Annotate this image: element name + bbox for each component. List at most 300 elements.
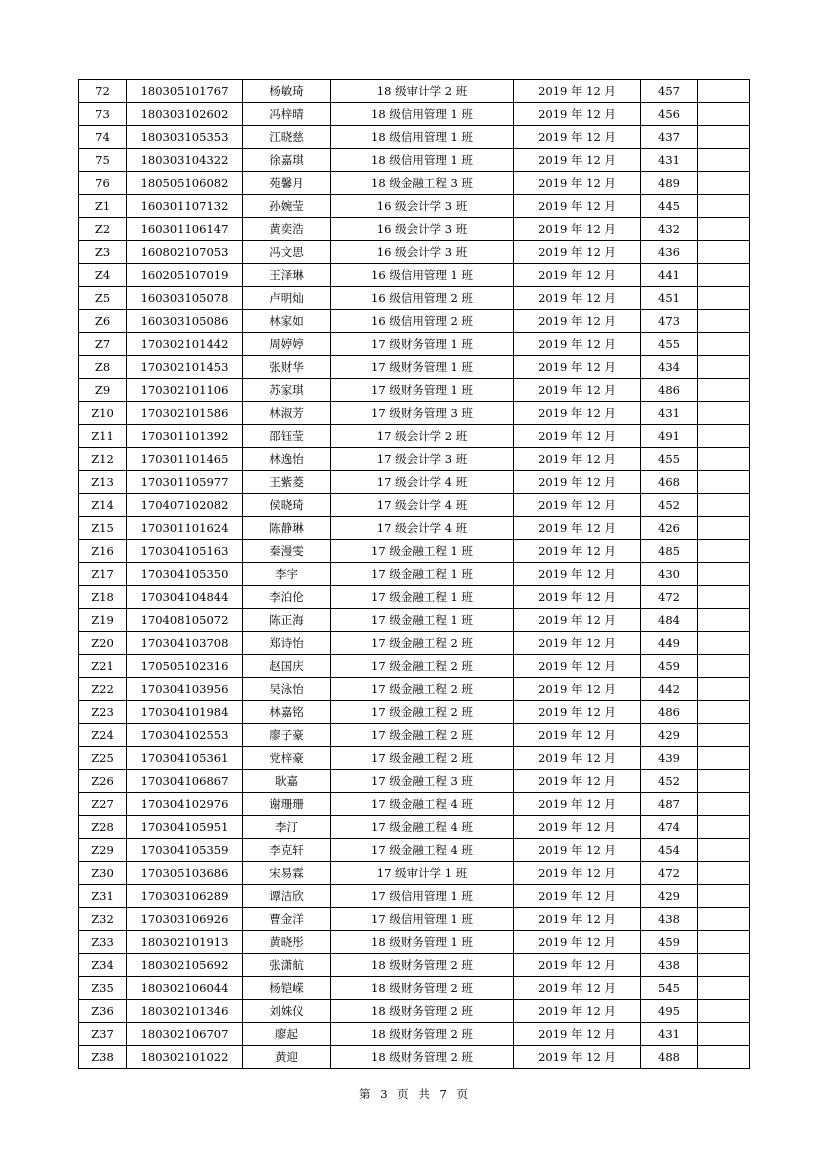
name-cell: 廖子豪 xyxy=(243,724,331,747)
table-row xyxy=(79,310,750,333)
student-id-cell: 170304103708 xyxy=(127,632,243,655)
date-cell: 2019 年 12 月 xyxy=(514,540,641,563)
name-cell: 吴泳怡 xyxy=(243,678,331,701)
table-row xyxy=(79,1000,750,1023)
class-cell: 18 级信用管理 1 班 xyxy=(331,126,514,149)
class-cell: 17 级金融工程 2 班 xyxy=(331,655,514,678)
class-cell: 18 级财务管理 2 班 xyxy=(331,1000,514,1023)
table-row xyxy=(79,609,750,632)
student-id-cell: 170301105977 xyxy=(127,471,243,494)
date-cell: 2019 年 12 月 xyxy=(514,816,641,839)
score-cell: 454 xyxy=(641,839,698,862)
date-cell: 2019 年 12 月 xyxy=(514,218,641,241)
seq-cell: Z35 xyxy=(79,977,127,1000)
student-id-cell: 170304105361 xyxy=(127,747,243,770)
student-id-cell: 170304105951 xyxy=(127,816,243,839)
remark-cell xyxy=(698,448,750,471)
score-cell: 452 xyxy=(641,494,698,517)
score-cell: 486 xyxy=(641,379,698,402)
student-id-cell: 180302106044 xyxy=(127,977,243,1000)
class-cell: 16 级会计学 3 班 xyxy=(331,241,514,264)
remark-cell xyxy=(698,632,750,655)
seq-cell: Z28 xyxy=(79,816,127,839)
remark-cell xyxy=(698,609,750,632)
class-cell: 17 级金融工程 1 班 xyxy=(331,540,514,563)
score-cell: 468 xyxy=(641,471,698,494)
remark-cell xyxy=(698,839,750,862)
remark-cell xyxy=(698,724,750,747)
date-cell: 2019 年 12 月 xyxy=(514,80,641,103)
seq-cell: 74 xyxy=(79,126,127,149)
date-cell: 2019 年 12 月 xyxy=(514,103,641,126)
score-cell: 439 xyxy=(641,747,698,770)
date-cell: 2019 年 12 月 xyxy=(514,678,641,701)
student-id-cell: 170304105163 xyxy=(127,540,243,563)
name-cell: 陈静琳 xyxy=(243,517,331,540)
table-row xyxy=(79,908,750,931)
date-cell: 2019 年 12 月 xyxy=(514,333,641,356)
name-cell: 陈正海 xyxy=(243,609,331,632)
class-cell: 17 级金融工程 4 班 xyxy=(331,793,514,816)
table-row xyxy=(79,241,750,264)
table-row xyxy=(79,494,750,517)
score-cell: 456 xyxy=(641,103,698,126)
name-cell: 江晓慈 xyxy=(243,126,331,149)
date-cell: 2019 年 12 月 xyxy=(514,563,641,586)
student-id-cell: 160303105078 xyxy=(127,287,243,310)
seq-cell: 76 xyxy=(79,172,127,195)
table-row xyxy=(79,1023,750,1046)
class-cell: 18 级财务管理 2 班 xyxy=(331,977,514,1000)
footer-total-pages: 7 xyxy=(439,1087,447,1101)
score-cell: 438 xyxy=(641,908,698,931)
remark-cell xyxy=(698,149,750,172)
score-cell: 485 xyxy=(641,540,698,563)
student-id-cell: 170407102082 xyxy=(127,494,243,517)
table-row xyxy=(79,816,750,839)
seq-cell: Z23 xyxy=(79,701,127,724)
class-cell: 17 级审计学 1 班 xyxy=(331,862,514,885)
remark-cell xyxy=(698,471,750,494)
table-row xyxy=(79,356,750,379)
class-cell: 16 级会计学 3 班 xyxy=(331,195,514,218)
seq-cell: Z6 xyxy=(79,310,127,333)
seq-cell: Z1 xyxy=(79,195,127,218)
date-cell: 2019 年 12 月 xyxy=(514,356,641,379)
table-row xyxy=(79,126,750,149)
score-cell: 473 xyxy=(641,310,698,333)
table-row xyxy=(79,770,750,793)
footer-page-number: 3 xyxy=(380,1087,388,1101)
student-id-cell: 170304106867 xyxy=(127,770,243,793)
remark-cell xyxy=(698,586,750,609)
date-cell: 2019 年 12 月 xyxy=(514,195,641,218)
remark-cell xyxy=(698,954,750,977)
remark-cell xyxy=(698,885,750,908)
seq-cell: Z7 xyxy=(79,333,127,356)
remark-cell xyxy=(698,931,750,954)
class-cell: 17 级财务管理 1 班 xyxy=(331,333,514,356)
table-row xyxy=(79,80,750,103)
table-row xyxy=(79,264,750,287)
date-cell: 2019 年 12 月 xyxy=(514,839,641,862)
seq-cell: Z3 xyxy=(79,241,127,264)
name-cell: 谢珊珊 xyxy=(243,793,331,816)
student-id-cell: 170305103686 xyxy=(127,862,243,885)
student-id-cell: 160205107019 xyxy=(127,264,243,287)
class-cell: 18 级信用管理 1 班 xyxy=(331,149,514,172)
score-cell: 431 xyxy=(641,149,698,172)
class-cell: 17 级金融工程 1 班 xyxy=(331,609,514,632)
date-cell: 2019 年 12 月 xyxy=(514,770,641,793)
name-cell: 黄迎 xyxy=(243,1046,331,1069)
seq-cell: Z29 xyxy=(79,839,127,862)
date-cell: 2019 年 12 月 xyxy=(514,517,641,540)
score-cell: 472 xyxy=(641,586,698,609)
score-cell: 445 xyxy=(641,195,698,218)
name-cell: 党梓豪 xyxy=(243,747,331,770)
date-cell: 2019 年 12 月 xyxy=(514,310,641,333)
table-row xyxy=(79,655,750,678)
date-cell: 2019 年 12 月 xyxy=(514,494,641,517)
student-id-cell: 170302101442 xyxy=(127,333,243,356)
score-table xyxy=(78,79,750,1069)
seq-cell: Z8 xyxy=(79,356,127,379)
table-row xyxy=(79,517,750,540)
score-cell: 430 xyxy=(641,563,698,586)
date-cell: 2019 年 12 月 xyxy=(514,241,641,264)
class-cell: 17 级会计学 2 班 xyxy=(331,425,514,448)
class-cell: 17 级金融工程 2 班 xyxy=(331,701,514,724)
remark-cell xyxy=(698,747,750,770)
class-cell: 17 级金融工程 2 班 xyxy=(331,678,514,701)
student-id-cell: 180302101346 xyxy=(127,1000,243,1023)
remark-cell xyxy=(698,793,750,816)
name-cell: 赵国庆 xyxy=(243,655,331,678)
seq-cell: Z32 xyxy=(79,908,127,931)
seq-cell: Z34 xyxy=(79,954,127,977)
score-cell: 455 xyxy=(641,333,698,356)
class-cell: 17 级财务管理 1 班 xyxy=(331,379,514,402)
date-cell: 2019 年 12 月 xyxy=(514,954,641,977)
name-cell: 郑诗怡 xyxy=(243,632,331,655)
seq-cell: Z38 xyxy=(79,1046,127,1069)
score-cell: 491 xyxy=(641,425,698,448)
seq-cell: Z21 xyxy=(79,655,127,678)
seq-cell: 73 xyxy=(79,103,127,126)
seq-cell: Z13 xyxy=(79,471,127,494)
seq-cell: Z33 xyxy=(79,931,127,954)
table-row xyxy=(79,471,750,494)
name-cell: 杨敏琦 xyxy=(243,80,331,103)
date-cell: 2019 年 12 月 xyxy=(514,448,641,471)
class-cell: 17 级会计学 3 班 xyxy=(331,448,514,471)
score-cell: 487 xyxy=(641,793,698,816)
page-footer xyxy=(0,1086,827,1102)
date-cell: 2019 年 12 月 xyxy=(514,977,641,1000)
name-cell: 秦漫雯 xyxy=(243,540,331,563)
table-row xyxy=(79,103,750,126)
date-cell: 2019 年 12 月 xyxy=(514,172,641,195)
remark-cell xyxy=(698,908,750,931)
date-cell: 2019 年 12 月 xyxy=(514,126,641,149)
seq-cell: Z10 xyxy=(79,402,127,425)
student-id-cell: 170302101453 xyxy=(127,356,243,379)
remark-cell xyxy=(698,1000,750,1023)
score-cell: 437 xyxy=(641,126,698,149)
remark-cell xyxy=(698,1046,750,1069)
remark-cell xyxy=(698,172,750,195)
footer-prefix: 第 xyxy=(359,1087,371,1101)
table-row xyxy=(79,793,750,816)
name-cell: 宋易霖 xyxy=(243,862,331,885)
date-cell: 2019 年 12 月 xyxy=(514,793,641,816)
score-cell: 459 xyxy=(641,655,698,678)
table-row xyxy=(79,448,750,471)
student-id-cell: 160301107132 xyxy=(127,195,243,218)
seq-cell: Z12 xyxy=(79,448,127,471)
remark-cell xyxy=(698,356,750,379)
score-cell: 442 xyxy=(641,678,698,701)
table-row xyxy=(79,218,750,241)
table-row xyxy=(79,425,750,448)
score-cell: 429 xyxy=(641,885,698,908)
score-cell: 472 xyxy=(641,862,698,885)
student-id-cell: 170304102976 xyxy=(127,793,243,816)
name-cell: 林家如 xyxy=(243,310,331,333)
class-cell: 17 级会计学 4 班 xyxy=(331,494,514,517)
seq-cell: Z14 xyxy=(79,494,127,517)
remark-cell xyxy=(698,862,750,885)
score-cell: 449 xyxy=(641,632,698,655)
date-cell: 2019 年 12 月 xyxy=(514,701,641,724)
score-cell: 441 xyxy=(641,264,698,287)
class-cell: 18 级信用管理 1 班 xyxy=(331,103,514,126)
table-row xyxy=(79,379,750,402)
class-cell: 16 级信用管理 2 班 xyxy=(331,310,514,333)
date-cell: 2019 年 12 月 xyxy=(514,862,641,885)
name-cell: 林逸怡 xyxy=(243,448,331,471)
table-row xyxy=(79,724,750,747)
remark-cell xyxy=(698,816,750,839)
seq-cell: Z18 xyxy=(79,586,127,609)
remark-cell xyxy=(698,218,750,241)
name-cell: 王泽琳 xyxy=(243,264,331,287)
student-id-cell: 180303104322 xyxy=(127,149,243,172)
table-row xyxy=(79,747,750,770)
date-cell: 2019 年 12 月 xyxy=(514,747,641,770)
remark-cell xyxy=(698,287,750,310)
student-id-cell: 180302101913 xyxy=(127,931,243,954)
score-cell: 436 xyxy=(641,241,698,264)
seq-cell: Z30 xyxy=(79,862,127,885)
class-cell: 18 级审计学 2 班 xyxy=(331,80,514,103)
seq-cell: 75 xyxy=(79,149,127,172)
class-cell: 17 级会计学 4 班 xyxy=(331,471,514,494)
class-cell: 17 级金融工程 2 班 xyxy=(331,724,514,747)
seq-cell: Z26 xyxy=(79,770,127,793)
student-id-cell: 180305101767 xyxy=(127,80,243,103)
seq-cell: Z11 xyxy=(79,425,127,448)
footer-total-word: 共 xyxy=(418,1087,430,1101)
class-cell: 18 级财务管理 1 班 xyxy=(331,931,514,954)
name-cell: 廖起 xyxy=(243,1023,331,1046)
score-cell: 432 xyxy=(641,218,698,241)
name-cell: 周婷婷 xyxy=(243,333,331,356)
footer-total-unit: 页 xyxy=(456,1087,468,1101)
remark-cell xyxy=(698,517,750,540)
student-id-cell: 170304102553 xyxy=(127,724,243,747)
seq-cell: Z20 xyxy=(79,632,127,655)
class-cell: 16 级信用管理 1 班 xyxy=(331,264,514,287)
remark-cell xyxy=(698,494,750,517)
date-cell: 2019 年 12 月 xyxy=(514,264,641,287)
date-cell: 2019 年 12 月 xyxy=(514,1023,641,1046)
table-row xyxy=(79,195,750,218)
name-cell: 黄奕浩 xyxy=(243,218,331,241)
name-cell: 冯梓晴 xyxy=(243,103,331,126)
footer-page-unit: 页 xyxy=(397,1087,409,1101)
table-row xyxy=(79,977,750,1000)
remark-cell xyxy=(698,80,750,103)
student-id-cell: 160303105086 xyxy=(127,310,243,333)
student-id-cell: 170301101624 xyxy=(127,517,243,540)
score-cell: 431 xyxy=(641,402,698,425)
class-cell: 17 级财务管理 3 班 xyxy=(331,402,514,425)
student-id-cell: 170301101392 xyxy=(127,425,243,448)
student-id-cell: 170304104844 xyxy=(127,586,243,609)
score-cell: 434 xyxy=(641,356,698,379)
class-cell: 17 级金融工程 2 班 xyxy=(331,632,514,655)
score-cell: 426 xyxy=(641,517,698,540)
remark-cell xyxy=(698,333,750,356)
class-cell: 17 级金融工程 1 班 xyxy=(331,586,514,609)
date-cell: 2019 年 12 月 xyxy=(514,287,641,310)
name-cell: 侯晓琦 xyxy=(243,494,331,517)
score-cell: 495 xyxy=(641,1000,698,1023)
remark-cell xyxy=(698,540,750,563)
class-cell: 17 级会计学 4 班 xyxy=(331,517,514,540)
table-row xyxy=(79,563,750,586)
date-cell: 2019 年 12 月 xyxy=(514,609,641,632)
date-cell: 2019 年 12 月 xyxy=(514,724,641,747)
remark-cell xyxy=(698,425,750,448)
remark-cell xyxy=(698,770,750,793)
name-cell: 李宇 xyxy=(243,563,331,586)
name-cell: 林淑芳 xyxy=(243,402,331,425)
remark-cell xyxy=(698,126,750,149)
student-id-cell: 180303105353 xyxy=(127,126,243,149)
date-cell: 2019 年 12 月 xyxy=(514,586,641,609)
table-body xyxy=(79,80,750,1069)
date-cell: 2019 年 12 月 xyxy=(514,931,641,954)
remark-cell xyxy=(698,655,750,678)
seq-cell: Z19 xyxy=(79,609,127,632)
date-cell: 2019 年 12 月 xyxy=(514,425,641,448)
score-cell: 455 xyxy=(641,448,698,471)
seq-cell: Z36 xyxy=(79,1000,127,1023)
class-cell: 17 级金融工程 1 班 xyxy=(331,563,514,586)
table-row xyxy=(79,678,750,701)
name-cell: 谭洁欣 xyxy=(243,885,331,908)
table-row xyxy=(79,540,750,563)
name-cell: 徐嘉琪 xyxy=(243,149,331,172)
student-id-cell: 170301101465 xyxy=(127,448,243,471)
student-id-cell: 180302101022 xyxy=(127,1046,243,1069)
class-cell: 17 级金融工程 2 班 xyxy=(331,747,514,770)
seq-cell: Z16 xyxy=(79,540,127,563)
seq-cell: Z25 xyxy=(79,747,127,770)
remark-cell xyxy=(698,701,750,724)
table-row xyxy=(79,839,750,862)
date-cell: 2019 年 12 月 xyxy=(514,379,641,402)
date-cell: 2019 年 12 月 xyxy=(514,632,641,655)
date-cell: 2019 年 12 月 xyxy=(514,1046,641,1069)
name-cell: 苑馨月 xyxy=(243,172,331,195)
date-cell: 2019 年 12 月 xyxy=(514,471,641,494)
score-cell: 488 xyxy=(641,1046,698,1069)
name-cell: 苏家琪 xyxy=(243,379,331,402)
student-id-cell: 170408105072 xyxy=(127,609,243,632)
score-cell: 451 xyxy=(641,287,698,310)
student-id-cell: 170302101106 xyxy=(127,379,243,402)
table-row xyxy=(79,632,750,655)
date-cell: 2019 年 12 月 xyxy=(514,402,641,425)
seq-cell: Z15 xyxy=(79,517,127,540)
class-cell: 18 级财务管理 2 班 xyxy=(331,1046,514,1069)
class-cell: 18 级财务管理 2 班 xyxy=(331,1023,514,1046)
table-row xyxy=(79,287,750,310)
name-cell: 耿嘉 xyxy=(243,770,331,793)
student-id-cell: 170304105350 xyxy=(127,563,243,586)
class-cell: 17 级金融工程 3 班 xyxy=(331,770,514,793)
remark-cell xyxy=(698,1023,750,1046)
remark-cell xyxy=(698,678,750,701)
remark-cell xyxy=(698,264,750,287)
score-cell: 431 xyxy=(641,1023,698,1046)
seq-cell: Z5 xyxy=(79,287,127,310)
seq-cell: Z24 xyxy=(79,724,127,747)
date-cell: 2019 年 12 月 xyxy=(514,885,641,908)
name-cell: 李汀 xyxy=(243,816,331,839)
student-id-cell: 180302105692 xyxy=(127,954,243,977)
table-row xyxy=(79,701,750,724)
name-cell: 杨铠嵘 xyxy=(243,977,331,1000)
seq-cell: Z17 xyxy=(79,563,127,586)
table-row xyxy=(79,954,750,977)
name-cell: 冯文思 xyxy=(243,241,331,264)
table-row xyxy=(79,885,750,908)
score-cell: 545 xyxy=(641,977,698,1000)
class-cell: 17 级财务管理 1 班 xyxy=(331,356,514,379)
seq-cell: Z27 xyxy=(79,793,127,816)
student-id-cell: 170303106289 xyxy=(127,885,243,908)
class-cell: 18 级金融工程 3 班 xyxy=(331,172,514,195)
seq-cell: Z31 xyxy=(79,885,127,908)
seq-cell: Z4 xyxy=(79,264,127,287)
remark-cell xyxy=(698,310,750,333)
seq-cell: 72 xyxy=(79,80,127,103)
seq-cell: Z2 xyxy=(79,218,127,241)
class-cell: 17 级信用管理 1 班 xyxy=(331,885,514,908)
score-cell: 489 xyxy=(641,172,698,195)
remark-cell xyxy=(698,241,750,264)
student-id-cell: 170304103956 xyxy=(127,678,243,701)
table-row xyxy=(79,172,750,195)
class-cell: 17 级信用管理 1 班 xyxy=(331,908,514,931)
class-cell: 18 级财务管理 2 班 xyxy=(331,954,514,977)
student-id-cell: 170304105359 xyxy=(127,839,243,862)
